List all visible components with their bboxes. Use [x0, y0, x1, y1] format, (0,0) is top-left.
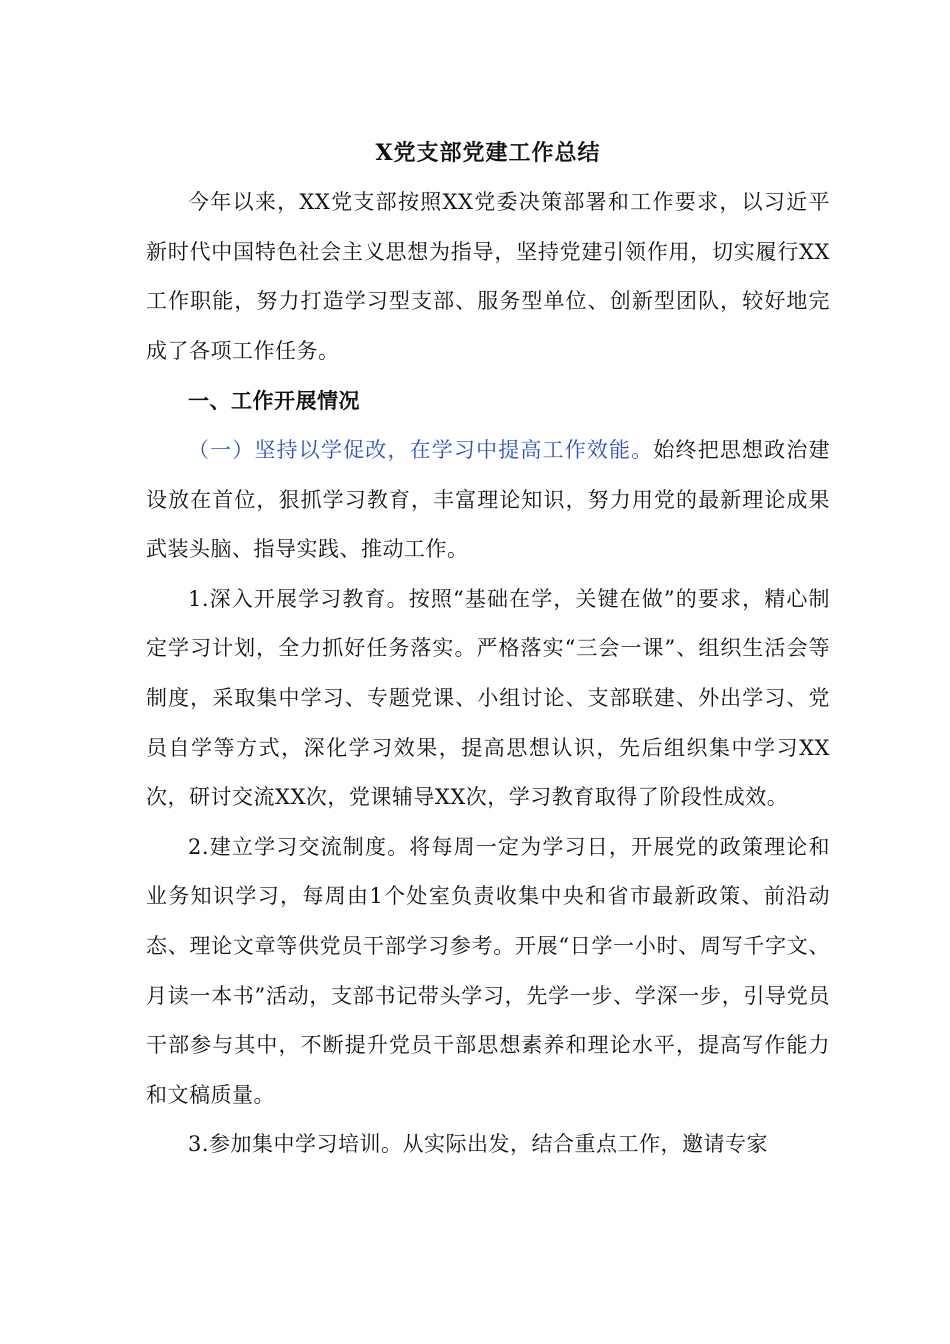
- item-1-paragraph: 1.深入开展学习教育。按照“基础在学，关键在做”的要求，精心制定学习计划，全力抓好任务落实。严格落实“三会一课”、组织生活会等制度，采取集中学习、专题党课、小组讨论、支部联建、外出学习、党员自学等方式，深化学习效果，提高思想认识，先后组织集中学习XX次，研讨交流XX次，党课辅导XX次，学习教育取得了阶段性成效。: [146, 586, 830, 810]
- item-3-paragraph: 3.参加集中学习培训。从实际出发，结合重点工作，邀请专家: [188, 1132, 769, 1157]
- item-2-paragraph: 2.建立学习交流制度。将每周一定为学习日，开展党的政策理论和业务知识学习，每周由1个处室负责收集中央和省市最新政策、前沿动态、理论文章等供党员干部学习参考。开展“日学一小时、周写千字文、月读一本书”活动，支部书记带头学习，先学一步、学深一步，引导党员干部参与其中，不断提升党员干部思想素养和理论水平，提高写作能力和文稿质量。: [146, 834, 830, 1107]
- sub-section-1-text: 始终把思想政治建设放在首位，狠抓学习教育，丰富理论知识，努力用党的最新理论成果武装头脑、指导实践、推动工作。: [146, 437, 830, 562]
- document-title: X党支部党建工作总结: [375, 140, 601, 166]
- document-page: [146, 128, 830, 1170]
- sub-section-1-paragraph: [146, 426, 830, 575]
- sub-section-1-heading: （一）坚持以学促改，在学习中提高工作效能。: [188, 437, 654, 462]
- section-heading-work-status: 一、工作开展情况: [188, 388, 360, 414]
- intro-paragraph: 今年以来，XX党支部按照XX党委决策部署和工作要求，以习近平新时代中国特色社会主义思想为指导，坚持党建引领作用，切实履行XX工作职能，努力打造学习型支部、服务型单位、创新型团队，较好地完成了各项工作任务。: [146, 190, 830, 363]
